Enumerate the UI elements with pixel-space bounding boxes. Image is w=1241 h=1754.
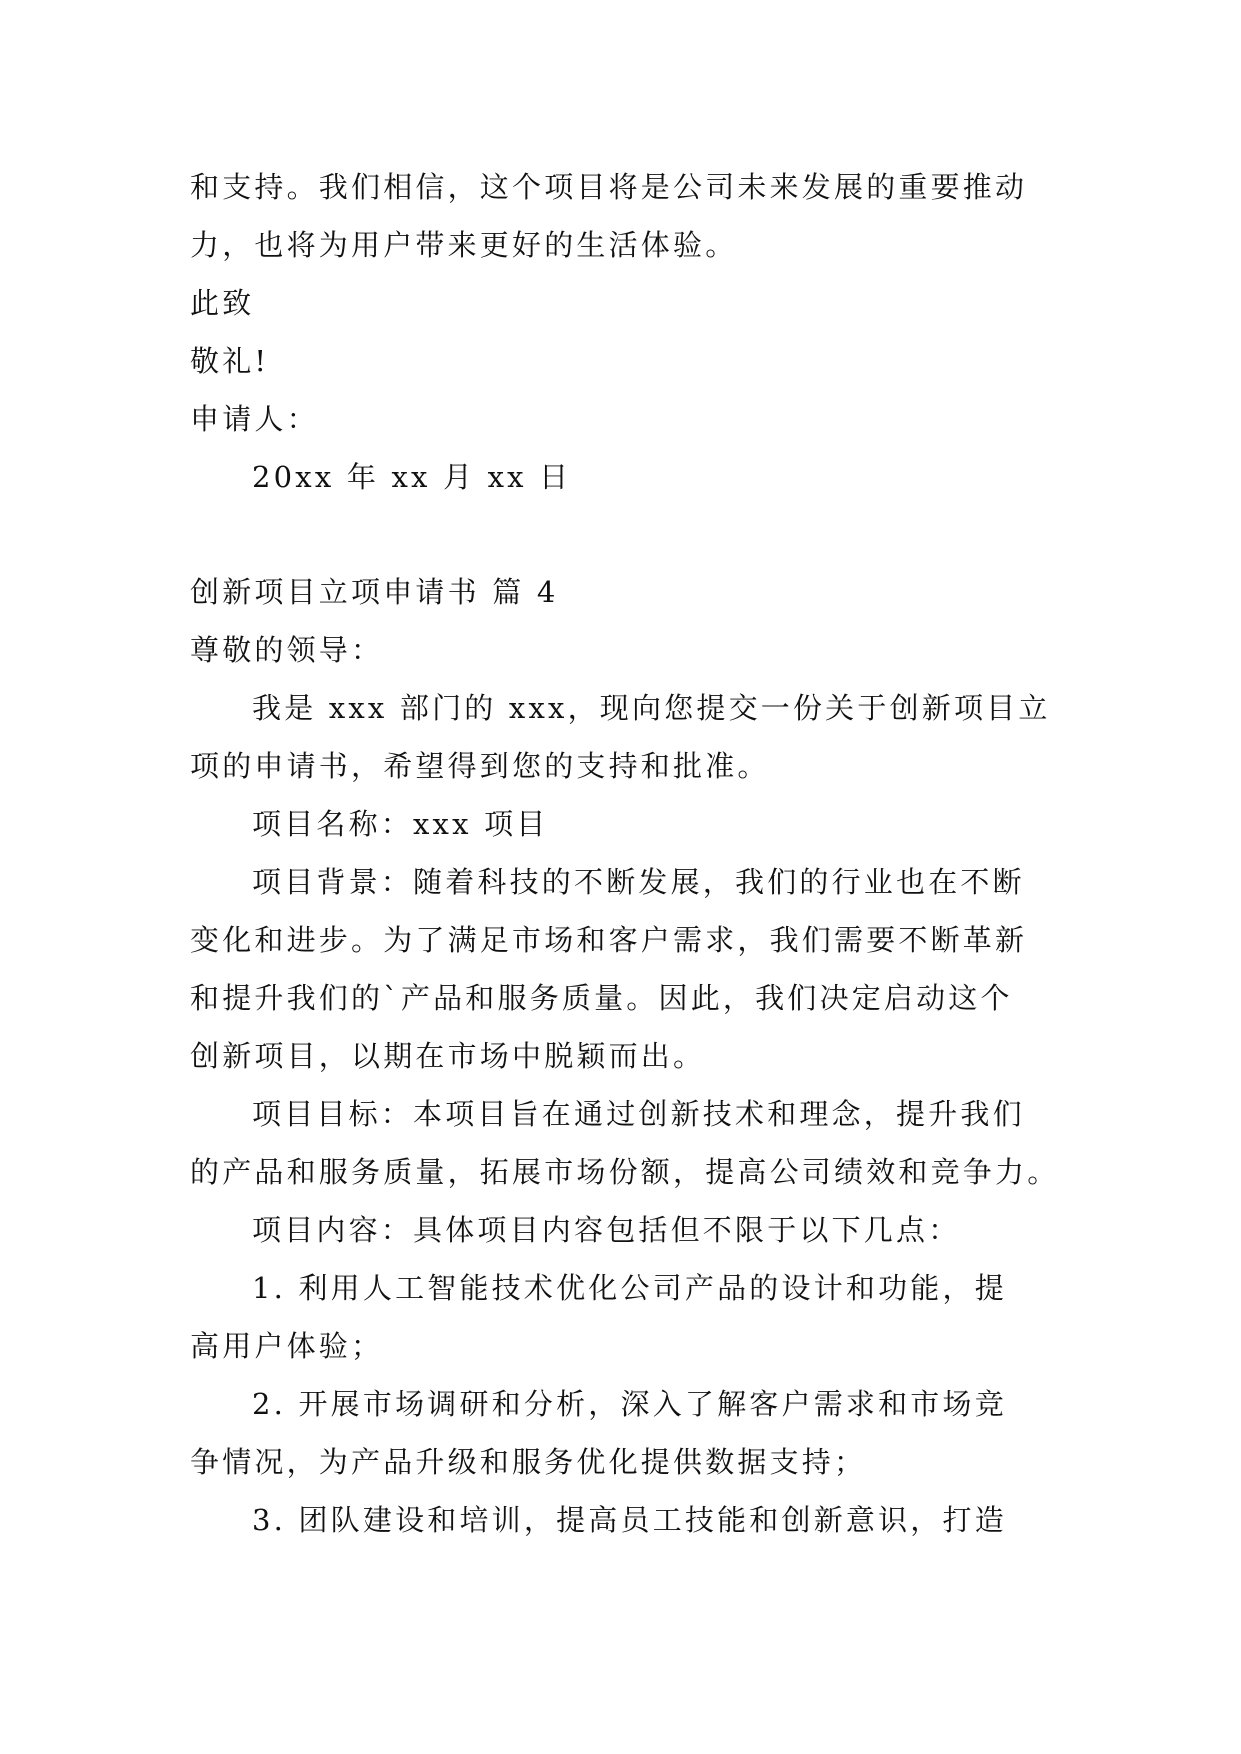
document-body bbox=[190, 158, 1060, 1549]
list-item-line: 高用户体验； bbox=[190, 1329, 384, 1363]
paragraph-line: 力，也将为用户带来更好的生活体验。 bbox=[190, 228, 738, 262]
paragraph-line: 项的申请书，希望得到您的支持和批准。 bbox=[190, 749, 770, 783]
paragraph-line: 我是 xxx 部门的 xxx，现向您提交一份关于创新项目立 bbox=[252, 691, 1051, 725]
applicant-label: 申请人： bbox=[190, 402, 319, 436]
list-item-line: 3. 团队建设和培训，提高员工技能和创新意识，打造 bbox=[252, 1503, 1007, 1537]
paragraph-line: 和提升我们的`产品和服务质量。因此，我们决定启动这个 bbox=[190, 981, 1013, 1015]
paragraph-line: 项目背景：随着科技的不断发展，我们的行业也在不断 bbox=[252, 865, 1025, 899]
list-item-line: 2. 开展市场调研和分析，深入了解客户需求和市场竞 bbox=[252, 1387, 1007, 1421]
paragraph-line: 创新项目，以期在市场中脱颖而出。 bbox=[190, 1039, 706, 1073]
list-item-line: 争情况，为产品升级和服务优化提供数据支持； bbox=[190, 1445, 867, 1479]
section-title: 创新项目立项申请书 篇 4 bbox=[190, 575, 559, 609]
closing-salutation: 此致 bbox=[190, 286, 255, 320]
paragraph-line: 的产品和服务质量，拓展市场份额，提高公司绩效和竞争力。 bbox=[190, 1155, 1060, 1189]
closing-regards: 敬礼! bbox=[190, 344, 270, 378]
section-gap bbox=[190, 506, 1055, 563]
list-item-line: 1. 利用人工智能技术优化公司产品的设计和功能，提 bbox=[252, 1271, 1007, 1305]
paragraph-line: 变化和进步。为了满足市场和客户需求，我们需要不断革新 bbox=[190, 923, 1028, 957]
paragraph-line: 项目内容：具体项目内容包括但不限于以下几点： bbox=[252, 1213, 961, 1247]
greeting: 尊敬的领导： bbox=[190, 633, 384, 667]
project-name-line: 项目名称：xxx 项目 bbox=[252, 807, 549, 841]
paragraph-line: 项目目标：本项目旨在通过创新技术和理念，提升我们 bbox=[252, 1097, 1025, 1131]
date-line: 20xx 年 xx 月 xx 日 bbox=[252, 460, 572, 494]
paragraph-line: 和支持。我们相信，这个项目将是公司未来发展的重要推动 bbox=[190, 170, 1028, 204]
